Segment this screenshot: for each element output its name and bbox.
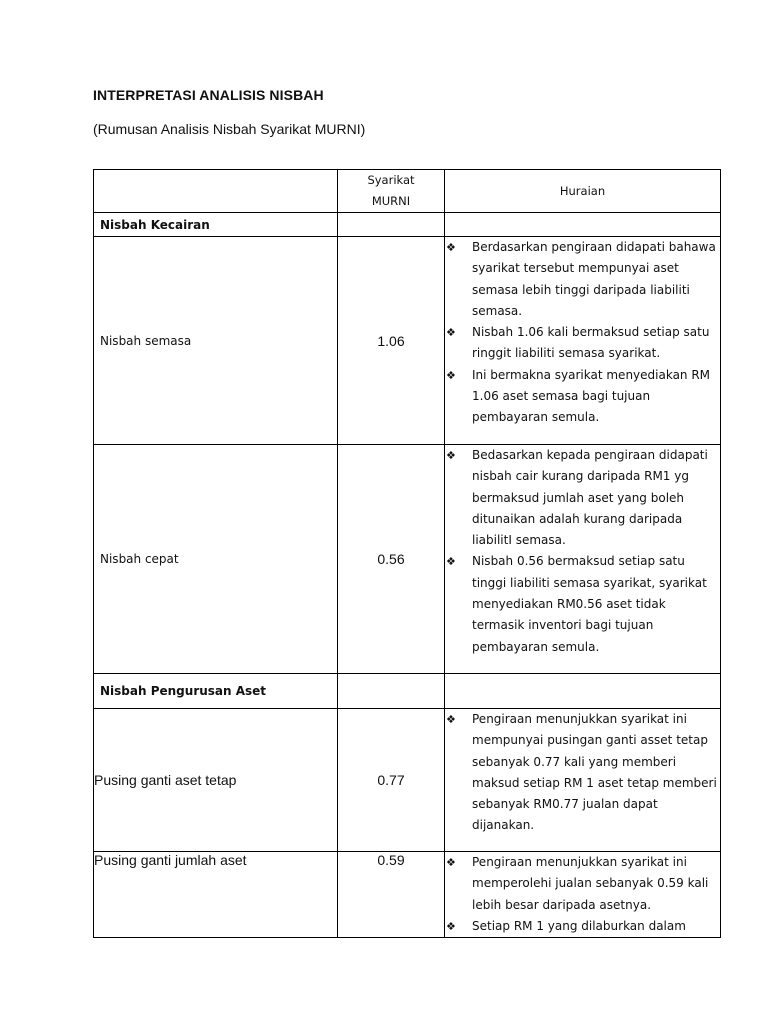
section-row <box>94 213 721 237</box>
table-header-row <box>94 170 721 213</box>
description-text: Pengiraan menunjukkan syarikat ini mempunyai pusingan ganti asset tetap sebanyak 0.77 kali yang memberi maksud setiap RM 1 aset tetap memberi sebanyak RM0.77 jualan dapat dijanakan. <box>472 712 717 833</box>
description-point <box>445 709 720 837</box>
empty-cell <box>445 674 721 709</box>
diamond-bullet-icon: ❖ <box>446 713 456 726</box>
ratio-value: 0.59 <box>338 852 445 938</box>
diamond-bullet-icon: ❖ <box>446 241 456 254</box>
description-point <box>445 916 720 937</box>
description-list <box>445 709 720 837</box>
empty-cell <box>445 213 721 237</box>
description-text: Ini bermakna syarikat menyediakan RM 1.06 aset semasa bagi tujuan pembayaran semula. <box>472 367 711 425</box>
ratio-label: Pusing ganti jumlah aset <box>94 852 338 938</box>
description-point <box>445 551 720 657</box>
description-text: Nisbah 0.56 bermaksud setiap satu tinggi liabiliti semasa syarikat, syarikat menyediakan RM0.56 aset tidak termasik inventori bagi tujuan pembayaran semula. <box>472 554 707 654</box>
diamond-bullet-icon: ❖ <box>446 555 456 569</box>
header-company-line2: MURNI <box>371 194 411 208</box>
ratio-value: 0.56 <box>338 445 445 674</box>
ratio-label: Nisbah cepat <box>94 445 338 674</box>
description-point <box>445 445 720 551</box>
description-point <box>445 365 720 429</box>
ratio-label: Pusing ganti aset tetap <box>94 709 338 852</box>
table-row <box>94 445 721 674</box>
description-point <box>445 237 720 322</box>
header-description-cell: Huraian <box>445 170 721 213</box>
section-title: Nisbah Pengurusan Aset <box>94 674 338 709</box>
document-title: INTERPRETASI ANALISIS NISBAH <box>93 87 324 103</box>
diamond-bullet-icon: ❖ <box>446 326 456 340</box>
ratio-value: 0.77 <box>338 709 445 852</box>
description-cell <box>445 852 721 938</box>
section-row <box>94 674 721 709</box>
diamond-bullet-icon: ❖ <box>446 856 456 869</box>
empty-cell <box>338 213 445 237</box>
table-row <box>94 852 721 938</box>
description-text: Berdasarkan pengiraan didapati bahawa syarikat tersebut mempunyai aset semasa lebih tinggi daripada liabiliti semasa. <box>472 240 716 318</box>
ratio-table <box>93 169 721 938</box>
header-company-cell <box>338 170 445 213</box>
document-subtitle: (Rumusan Analisis Nisbah Syarikat MURNI) <box>93 121 366 137</box>
description-point <box>445 852 720 916</box>
header-company-line1: Syarikat <box>367 173 415 187</box>
ratio-label: Nisbah semasa <box>94 237 338 445</box>
description-point <box>445 322 720 365</box>
ratio-value: 1.06 <box>338 237 445 445</box>
description-text: Pengiraan menunjukkan syarikat ini memperolehi jualan sebanyak 0.59 kali lebih besar daripada asetnya. <box>472 855 709 912</box>
diamond-bullet-icon: ❖ <box>446 368 456 382</box>
description-cell <box>445 709 721 852</box>
description-text: Nisbah 1.06 kali bermaksud setiap satu ringgit liabiliti semasa syarikat. <box>472 325 710 361</box>
description-list <box>445 852 720 937</box>
description-text: Setiap RM 1 yang dilaburkan dalam <box>472 918 686 933</box>
description-text: Bedasarkan kepada pengiraan didapati nisbah cair kurang daripada RM1 yg bermaksud jumlah aset yang boleh ditunaikan adalah kurang daripada liabilitI semasa. <box>472 448 708 548</box>
empty-cell <box>338 674 445 709</box>
description-cell <box>445 237 721 445</box>
section-title: Nisbah Kecairan <box>94 213 338 237</box>
description-list <box>445 237 720 429</box>
description-cell <box>445 445 721 674</box>
diamond-bullet-icon: ❖ <box>446 449 456 462</box>
description-list <box>445 445 720 658</box>
diamond-bullet-icon: ❖ <box>446 919 456 933</box>
table-row <box>94 709 721 852</box>
header-blank-cell <box>94 170 338 213</box>
table-row <box>94 237 721 445</box>
